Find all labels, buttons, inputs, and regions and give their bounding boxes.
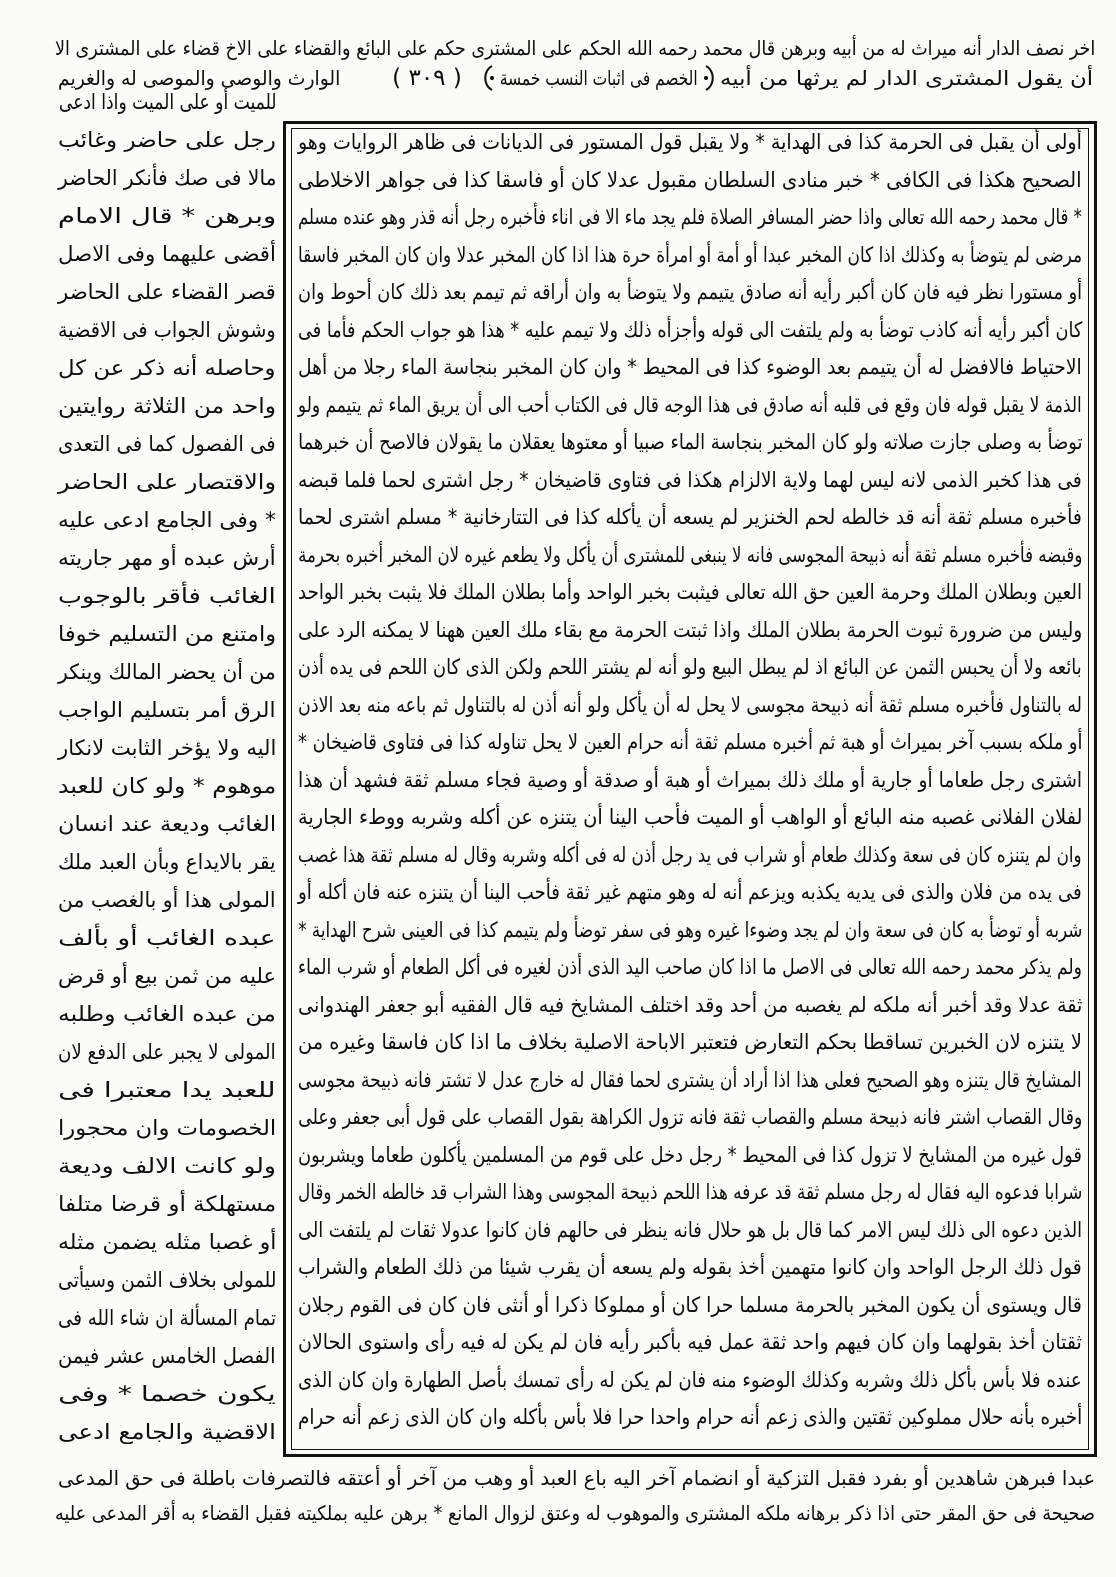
main-text-line: ثقة عدلا وقد أخبر أنه ملكه لم يغصبه من أحد وقد اختلف المشايخ فيه قال الفقيه أبو جعفر الهندوانى xyxy=(297,992,1082,1017)
margin-note-line: موهوم * ولو كان للعبد xyxy=(57,774,276,798)
margin-note-line: الخصومات وان محجورا xyxy=(57,1116,276,1140)
main-text-line: وان لم يتنزه كان فى سعة وكذلك طعام أو شراب فى يد رجل أذن له فى أكله وشربه وقال له مسلم ثقة هذا غصب xyxy=(298,842,1082,867)
section-title-block xyxy=(480,62,718,94)
main-text-line: شرابا فدعوه اليه فقال له رجل مسلم ثقة قد عرفه هذا اللحم ذبيحة المجوسى وهذا الشراب قد خالطه الخمر وقال xyxy=(297,1180,1082,1204)
main-text-line: الصحيح هكذا فى الكافى * خبر منادى السلطان مقبول عدلا كان أو فاسقا كذا فى جواهر الاخلاطى xyxy=(298,167,1082,192)
margin-note-line: مستهلكة أو قرضا متلفا xyxy=(57,1192,276,1216)
footer-line-1 xyxy=(58,1462,1095,1494)
margin-note-line: المولى هذا أو بالغصب من xyxy=(58,888,276,912)
margin-note-line: ولو كانت الالف وديعة xyxy=(58,1154,276,1178)
page-number: ( ٣٠٩ ) xyxy=(392,65,462,91)
margin-note-line: الاقضية والجامع ادعى xyxy=(58,1420,276,1444)
header-running-right xyxy=(720,62,1093,94)
main-text-line: ولم يذكر محمد رحمه الله تعالى فى الاصل ما اذا كان صاحب اليد الذى أذن لغيره فى أكل الطعام أو شرب الماء xyxy=(298,955,1082,979)
main-text-line: وقال القصاب اشتر فانه ذبيحة مسلم والقصاب ثقة فانه تزول الكراهة بقول القصاب على قول أبى جعفر وعلى xyxy=(297,1105,1082,1129)
main-text-line: توضأ به وصلى جازت صلاته ولو كان المخبر بنجاسة الماء صبيا أو معتوها يعقلان ما يقولان فالاصح أن خبرهما xyxy=(297,430,1082,454)
margin-note-line: رجل على حاضر وغائب xyxy=(58,128,276,152)
margin-note-line: واحد من الثلاثة روايتين xyxy=(57,394,276,418)
header-top-line xyxy=(55,32,1095,64)
margin-note-line: المولى لا يجبر على الدفع لان xyxy=(58,1040,276,1064)
margin-note-line: أو غصبا مثله يضمن مثله xyxy=(57,1230,276,1254)
footer-text-line: صحيحة فى حق المقر حتى اذا ذكر برهانه ملكه المشترى والموهوب له وعتق لزوال المانع * برهن عليه بملكيته فقبل القضاء به أقر المدعى عليه xyxy=(54,1501,1095,1525)
margin-note-line: فى الفصول كما فى التعدى xyxy=(58,432,276,456)
margin-note-line: من أن يحضر المالك وينكر xyxy=(58,660,276,684)
margin-note-line: للميت أو على الميت واذا ادعى xyxy=(58,90,276,114)
margin-commentary-column xyxy=(58,86,276,1448)
main-text-line: لا يتنزه لان الخبرين تساقطا بحكم التعارض فتعتبر الاباحة الاصلية بخلاف ما اذا كان فاسقا وغيره من xyxy=(298,1030,1082,1054)
main-text-line: وليس من ضرورة ثبوت الحرمة بطلان الملك واذا ثبتت الحرمة مع بقاء ملك العين ههنا لا يمكنه الرد على xyxy=(297,617,1082,642)
main-text-line: شربه أو توضأ به كان فى سعة وان لم يجد وضوءا غيره وهو فى سفر توضأ ولم يتيمم كذا فى العينى شرح الهداية * xyxy=(297,917,1082,942)
margin-note-line: تمام المسألة ان شاء الله فى xyxy=(57,1306,276,1330)
margin-note-line: عليه من ثمن بيع أو قرض xyxy=(57,964,276,988)
margin-note-line: الغائب فأقر بالوجوب xyxy=(58,584,276,608)
footer-text-line: عبدا فبرهن شاهدين أو بفرد فقبل التزكية أو انضمام آخر اليه باع العبد أو وهب من آخر أو أعتقه فالتصرفات باطلة فى حق المدعى xyxy=(57,1466,1095,1490)
header-text-line: الوارث والوصى والموصى له والغريم xyxy=(57,66,340,90)
main-text-line: قال ويستوى أن يكون المخبر بالحرمة مسلما حرا كان أو مملوكا ذكرا أو أنثى فان كان فى القوم رجلان xyxy=(298,1292,1082,1317)
margin-note-line: أقضى عليهما وفى الاصل xyxy=(58,242,276,266)
margin-note-line: وحاصله أنه ذكر عن كل xyxy=(58,356,276,380)
main-text-line: قول غيره من المشايخ لا تزول كذا فى المحيط * رجل دخل على قوم من المسلمين يأكلون طعاما ويشربون xyxy=(298,1142,1082,1167)
margin-note-line: من عبده الغائب وطلبه xyxy=(58,1002,276,1026)
main-text-line: أخبره بأنه حلال مملوكين ثقتين والذى زعم أنه حرام واحدا حرا فلا بأس بأكله وان كان الذى زعم أنه حرام xyxy=(297,1405,1082,1429)
margin-note-line: للمولى بخلاف الثمن وسيأتى xyxy=(57,1268,276,1292)
main-text-column xyxy=(298,126,1082,1433)
margin-note-line: وبرهن * قال الامام xyxy=(57,204,276,228)
margin-note-line: للعبد يدا معتبرا فى xyxy=(58,1078,276,1102)
margin-note-line: * وفى الجامع ادعى عليه xyxy=(58,508,276,532)
main-text-line: العين وبطلان الملك وحرمة العين حق الله تعالى فيثبت بخبر الواحد وأما بطلان الملك فلا يثبت بخبر الواحد xyxy=(298,580,1082,604)
margin-note-line: يقر بالايداع وبأن العبد ملك xyxy=(58,850,276,874)
main-text-line: بائعه ولا أن يحبس الثمن عن البائع اذ لم يبطل البيع ولو أنه لم يشتر اللحم ولكن الذى كان اللحم فى يده أذن xyxy=(298,655,1082,679)
main-text-line: عنده فلا بأس بأكل ذلك وشربه وكذلك الوضوء منه فان لم يكن له رأى تمسك بأصل الطهارة وان كان الذى xyxy=(298,1367,1082,1392)
main-text-line: له بالتناول فأخبره مسلم ثقة أنه ذبيحة مجوسى لا يحل له أن يأكل ولو أنه أذن له بالتناول ثم باعه منه بعد الاذن xyxy=(298,692,1082,717)
margin-note-line: الرق أمر بتسليم الواجب xyxy=(58,698,276,722)
margin-note-line: الفصل الخامس عشر فيمن xyxy=(58,1344,276,1368)
margin-note-line: الغائب وديعة عند انسان xyxy=(57,812,276,836)
main-text-line: ثقتان أخذ بقولهما وان كان فيهم واحد ثقة عمل فيه بأكبر رأيه فان لم يكن له فيه رأى واستوى الحالان xyxy=(298,1330,1082,1354)
main-text-line: الاحتياط فالافضل له أن يتيمم بعد الوضوء كذا فى المحيط * وان كان المخبر بنجاسة الماء رجلا من أهل xyxy=(298,355,1082,379)
main-text-line: كان أكبر رأيه أنه كاذب توضأ به ولم يلتفت الى قوله وأجزأه ذلك ولا تيمم عليه * هذا هو جواب الحكم فأما فى xyxy=(297,317,1082,342)
margin-note-line: عبده الغائب أو بألف xyxy=(58,926,276,950)
main-text-line: لفلان الفلانى غصبه منه البائع أو الواهب أو الميت فأحب الينا أن يتنزه عن أكله وشربه ووطء الجارية xyxy=(297,805,1082,829)
header-text-line: أن يقول المشترى الدار لم يرثها من أبيه xyxy=(719,66,1093,90)
main-text-line: مرضى لم يتوضأ به وكذلك اذا كان المخبر عبدا أو أمة أو امرأة حرة هذا اذا كان المخبر عدلا وان كان المخبر فاسقا xyxy=(297,242,1082,267)
margin-note-line: والاقتصار على الحاضر xyxy=(57,470,276,494)
margin-note-line: اليه ولا يؤخر الثابت لانكار xyxy=(57,736,276,760)
main-text-line: أو ملكه بسبب آخر بميراث أو هبة ثم أخبره مسلم ثقة أنه حرام العين لا يحل تناوله كذا فى فتاوى قاضيخان * xyxy=(297,730,1082,754)
main-text-line: فى هذا كخبر الذمى لانه ليس لهما ولاية الالزام هكذا فى فتاوى قاضيخان * رجل اشترى لحما فلما قبضه xyxy=(298,467,1082,492)
margin-note-line: مالا فى صك فأنكر الحاضر xyxy=(57,166,276,190)
main-text-line: المشايخ قال يتنزه وهو الصحيح فعلى هذا اذا أراد أن يشترى لحما فقال له خارج عدل لا تشتر فانه ذبيحة مجوسى xyxy=(298,1067,1082,1092)
ornament-bracket-right-icon xyxy=(702,64,718,92)
main-text-line: اشترى رجل طعاما أو جارية أو ملك ذلك بميراث أو هبة أو صدقة أو وصية فجاء مسلم ثقة فشهد أن هذا xyxy=(297,767,1082,792)
margin-note-line: وامتنع من التسليم خوفا xyxy=(57,622,276,646)
section-title: الخصم فى اثبات النسب خمسة xyxy=(500,66,698,90)
margin-note-line: وشوش الجواب فى الاقضية xyxy=(58,318,276,342)
main-text-line: فى يده من فلان والذى فى يديه يكذبه ويزعم أنه له وهو متهم غير ثقة فأحب الينا أن يتنزه عنه فان أكله أو xyxy=(298,880,1082,904)
margin-note-line: أرش عبده أو مهر جاريته xyxy=(58,546,276,570)
footer-line-2 xyxy=(55,1497,1095,1529)
main-text-line: وقبضه فأخبره مسلم ثقة أنه ذبيحة المجوسى فانه لا ينبغى للمشترى أن يأكل ولا يطعم غيره لان المخبر أخبره بحرمة xyxy=(297,542,1082,567)
main-text-line: فأخبره مسلم ثقة أنه قد خالطه لحم الخنزير لم يسعه أن يأكله كذا فى التتارخانية * مسلم اشترى لحما xyxy=(298,505,1082,529)
main-text-line: * قال محمد رحمه الله تعالى واذا حضر المسافر الصلاة فلم يجد ماء الا فى اناء فأخبره رجل أنه قذر وهو عنده مسلم xyxy=(298,205,1082,229)
ornament-bracket-left-icon xyxy=(480,64,496,92)
margin-note-line: قصر القضاء على الحاضر xyxy=(58,280,276,304)
main-text-line: أو مستورا نظر فيه فان كان أكبر رأيه أنه صادق يتيمم ولا يتوضأ به وان أراقه ثم تيمم بعد ذلك كان أحوط وان xyxy=(297,280,1082,304)
header-text-line: اخر نصف الدار أنه ميراث له من أبيه وبرهن قال محمد رحمه الله الحكم على المشترى حكم على البائع والقضاء على الاخ قضاء على المشترى الا xyxy=(54,36,1095,60)
main-text-line: الذين دعوه الى ذلك ليس الامر كما قال بل هو حلال فانه ينظر فى حالهم فان كانوا عدولا ثقات لم يلتفت الى xyxy=(297,1217,1082,1242)
margin-note-line: يكون خصما * وفى xyxy=(58,1382,276,1406)
main-text-line: قول ذلك الرجل الواحد وان كانوا متهمين أخذ بقوله ولم يسعه أن يقرب شيئا من ذلك الطعام والشراب xyxy=(298,1255,1082,1279)
main-text-line: الذمة لا يقبل قوله فان وقع فى قلبه أنه صادق فى هذا الوجه قال فى الكتاب أحب الى أن يريق الماء ثم يتيمم ولو xyxy=(298,392,1082,417)
main-text-line: أولى أن يقبل فى الحرمة كذا فى الهداية * ولا يقبل قول المستور فى الديانات فى ظاهر الروايات وهو xyxy=(298,130,1082,154)
